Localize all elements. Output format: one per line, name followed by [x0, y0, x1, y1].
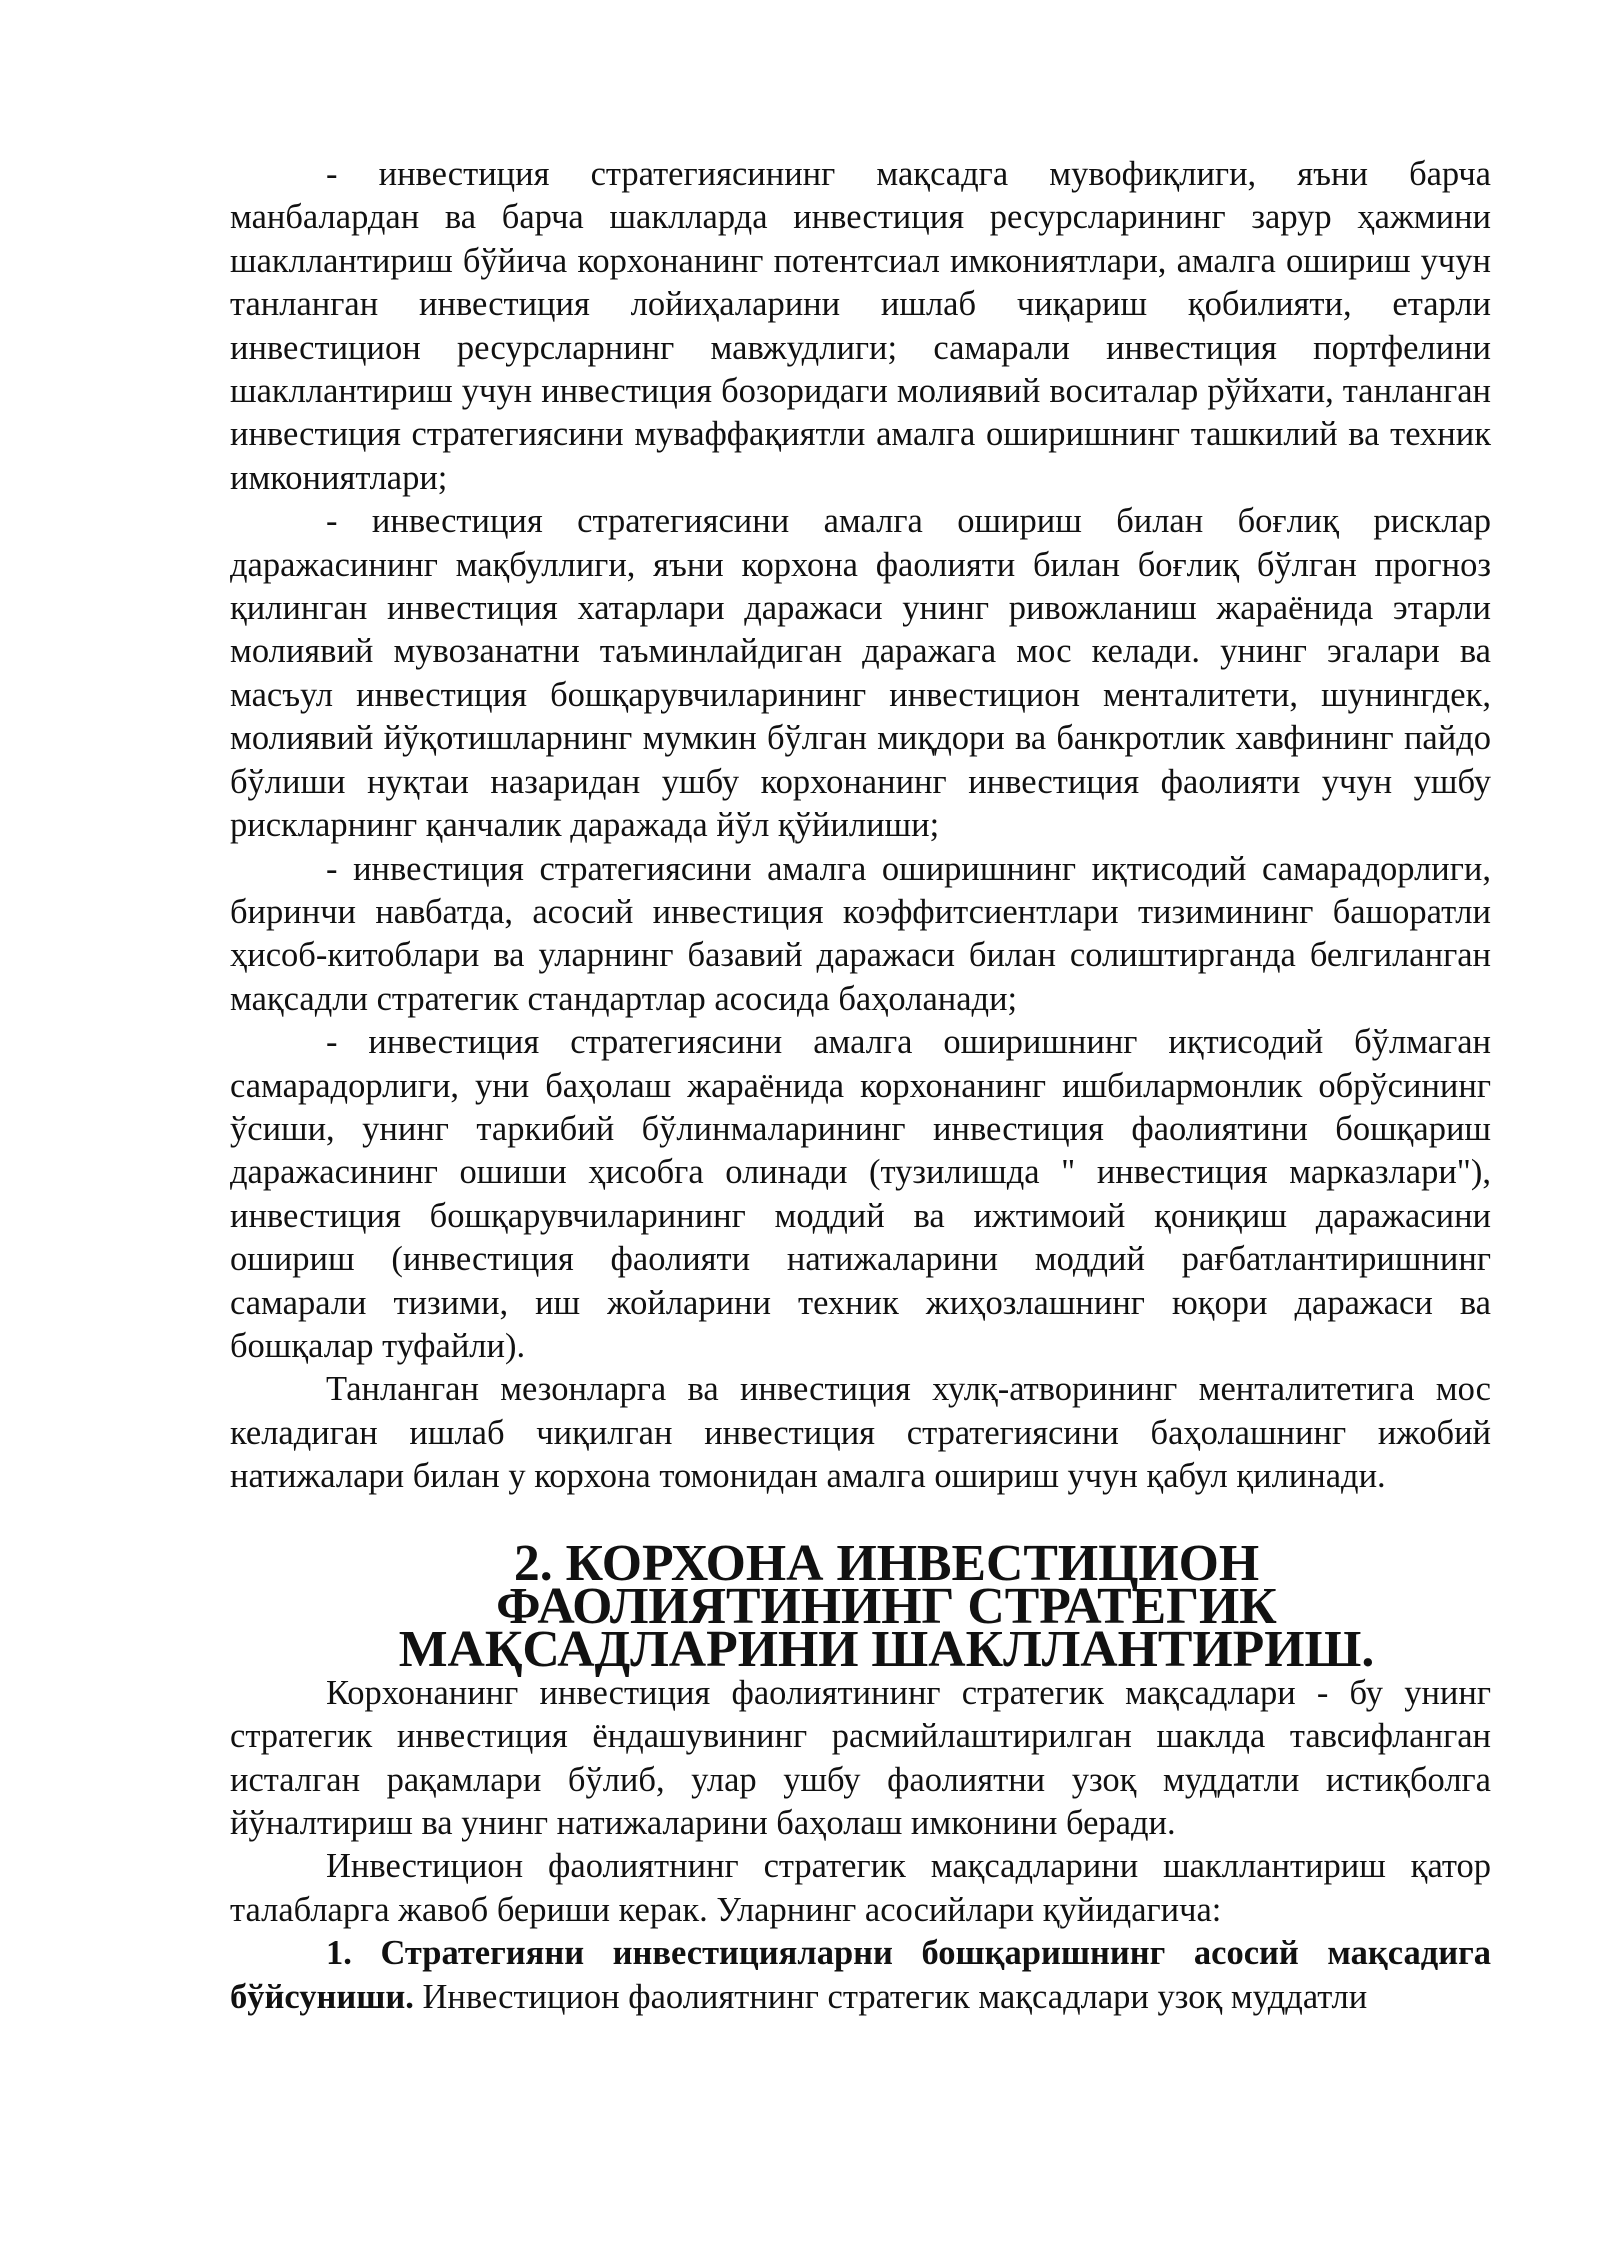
- paragraph-economic-efficiency: - инвестиция стратегиясини амалга оширишнинг иқтисодий самарадорлиги, биринчи навбатда, асосий инвестиция коэффитсиентлари тизимининг башоратли ҳисоб-китоблари ва уларнинг базавий даражаси билан солиштирганда белгиланган мақсадли стратегик стандартлар асосида баҳоланади;: [230, 849, 1491, 1018]
- paragraph-strategy-acceptance: Танланган мезонларга ва инвестиция хулқ-атворининг менталитетига мос келадиган ишлаб чиқилган инвестиция стратегиясини баҳолашнинг ижобий натижалари билан у корхона томонидан амалга ошириш учун қабул қилинади.: [230, 1370, 1491, 1496]
- document-page: [230, 153, 1491, 2019]
- paragraph-risk-acceptability: - инвестиция стратегиясини амалга ошириш билан боғлиқ рисклар даражасининг мақбуллиги, яъни корхона фаолияти билан боғлиқ бўлган прогноз қилинган инвестиция хатарлари даражаси унинг ривожланиш жараёнида этарли молиявий мувозанатни таъминлайдиган даражага мос келади. унинг эгалари ва масъул инвестиция бошқарувчиларининг инвестицион менталитети, шунингдек, молиявий йўқотишларнинг мумкин бўлган миқдори ва банкротлик хавфининг пайдо бўлиши нуқтаи назаридан ушбу корхонанинг инвестиция фаолияти учун ушбу рискларнинг қанчалик даражада йўл қўйилиши;: [230, 502, 1491, 845]
- section-heading-line-1: 2. КОРХОНА ИНВЕСТИЦИОН ФАОЛИЯТИНИНГ СТРАТЕГИК: [496, 1534, 1277, 1635]
- section-heading: [230, 1534, 1491, 1679]
- list-item-1-title: 1. Стратегияни инвестицияларни бошқаришнинг асосий мақсадига бўйсуниши.: [230, 1934, 1491, 2016]
- paragraph-strategy-goal-fit: - инвестиция стратегиясининг мақсадга мувофиқлиги, яъни барча манбалардан ва барча шаклларда инвестиция ресурсларининг зарур ҳажмини шакллантириш бўйича корхонанинг потентсиал имкониятлари, амалга ошириш учун танланган инвестиция лойиҳаларини ишлаб чиқариш қобилияти, етарли инвестицион ресурсларнинг мавжудлиги; самарали инвестиция портфелини шакллантириш учун инвестиция бозоридаги молиявий воситалар рўйхати, танланган инвестиция стратегиясини муваффақиятли амалга оширишнинг ташкилий ва техник имкониятлари;: [230, 155, 1491, 497]
- section-heading-line-2: МАҚСАДЛАРИНИ ШАКЛЛАНТИРИШ.: [398, 1621, 1375, 1679]
- paragraph-requirements-intro: Инвестицион фаолиятнинг стратегик мақсадларини шакллантириш қатор талабларга жавоб бериши керак. Уларнинг асосийлари қуйидагича:: [230, 1847, 1491, 1929]
- list-item-1: [230, 1932, 1491, 2019]
- paragraph-strategic-goals-definition: Корхонанинг инвестиция фаолиятининг стратегик мақсадлари - бу унинг стратегик инвестиция ёндашувининг расмийлаштирилган шаклда тавсифланган исталган рақамлари бўлиб, улар ушбу фаолиятни узоқ муддатли истиқболга йўналтириш ва унинг натижаларини баҳолаш имконини беради.: [230, 1673, 1491, 1843]
- paragraph-non-economic-efficiency: - инвестиция стратегиясини амалга оширишнинг иқтисодий бўлмаган самарадорлиги, уни баҳолаш жараёнида корхонанинг ишбилармонлик обрўсининг ўсиши, унинг таркибий бўлинмаларининг инвестиция фаолиятини бошқариш даражасининг ошиши ҳисобга олинади (тузилишда " инвестиция марказлари"), инвестиция бошқарувчиларининг моддий ва ижтимоий қониқиш даражасини ошириш (инвестиция фаолияти натижаларини моддий рағбатлантиришнинг самарали тизими, иш жойларини техник жиҳозлашнинг юқори даражаси ва бошқалар туфайли).: [230, 1023, 1491, 1365]
- list-item-1-text: Инвестицион фаолиятнинг стратегик мақсадлари узоқ муддатли: [413, 1977, 1368, 2016]
